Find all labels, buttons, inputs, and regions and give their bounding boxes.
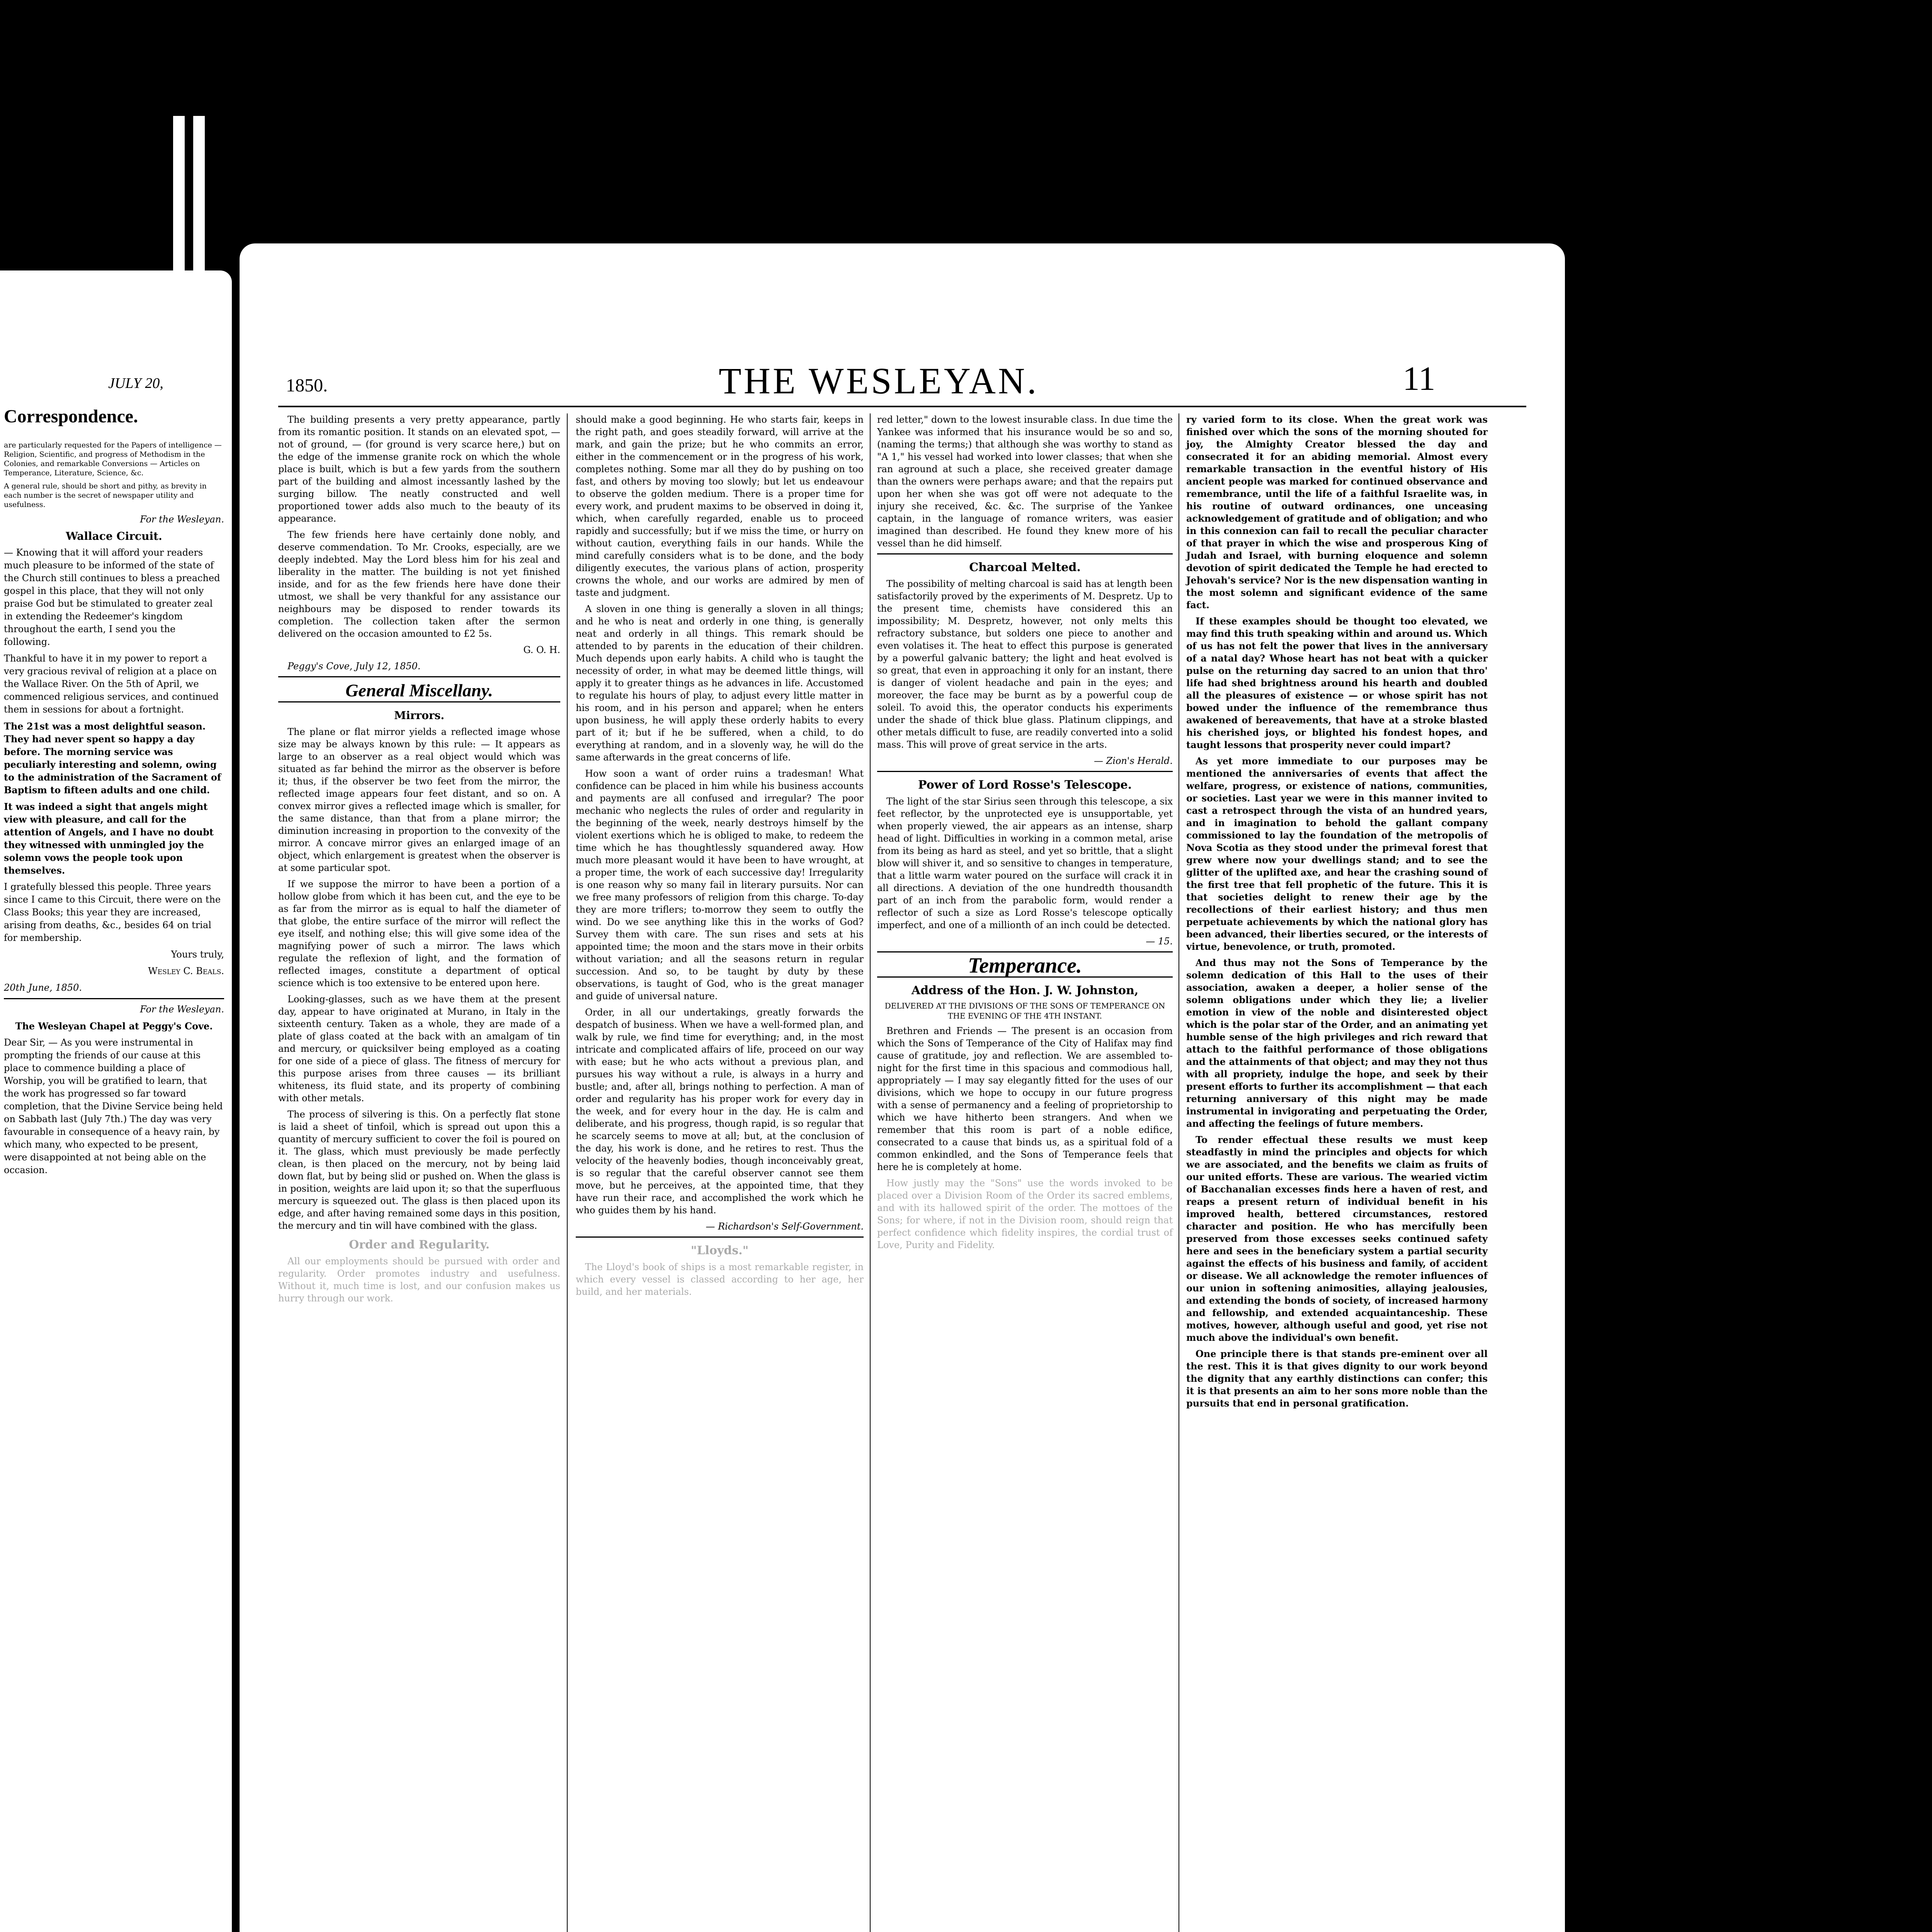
col1-paragraph-1: The building presents a very pretty appearance, partly from its romantic position. It stands on an elevated spot, — not of ground, — (for ground is very scarce here,) but on the edge of the immense granite rock on which the whole place is built, which is but a few yards from the southern part of the building and almost incessantly lashed by the surging billow. The neatly constructed and well proportioned tower adds also much to the beauty of its appearance.	[278, 414, 560, 524]
address-heading: Address of the Hon. J. W. Johnston,	[911, 984, 1139, 997]
col4-paragraph-2: If these examples should be thought too elevated, we may find this truth speaking within and around us. Which of us has not felt the power that lives in the anniversary of a natal day? Whose heart has not beat with a quicker pulse on the returning day sacred to an union that thro' life had shed brightness around his hearth and doubled all the pleasures of existence — or whose spirit has not bowed under the influence of the remembrance thus awakened of bereavements, that have at a stroke blasted his cherished joys, or blighted his fondest hopes, and taught lessons that prosperity never could impart?	[1186, 616, 1488, 750]
left-sign-off: Yours truly,	[171, 949, 224, 960]
col1-signature: G. O. H.	[523, 645, 560, 655]
mirrors-paragraph-4: The process of silvering is this. On a perfectly flat stone is laid a sheet of tinfoil, which is spread out upon this a quantity of mercury sufficient to cover the foil is poured on it. The glass, which must previously be made perfectly clean, is then placed on the mercury, not by being laid down flat, but by being slid or pushed on. When the glass is in position, weights are laid upon it; so that the superfluous mercury is squeezed out. The glass is then placed upon its edge, and after having remained some days in this position, the mercury and tin will have combined with the glass.	[278, 1109, 560, 1231]
binding-bar-top-2	[193, 116, 205, 278]
column-separator-2	[870, 413, 871, 1932]
col2-paragraph-3: How soon a want of order ruins a tradesman! What confidence can be placed in him while his business accounts and payments are all confused and irregular? The poor mechanic who neglects the rules of order and regularity in the beginning of the week, nearly destroys himself by the violent exertions which he is obliged to make, to redeem the time which he has thoughtlessly squandered away. How much more pleasant would it have been to have wrought, at a proper time, the work of each successive day! Irregularity is one reason why so many fail in literary pursuits. Nor can we free many professors of religion from this charge. To-day they are more triflers; to-morrow they seem to outfly the wind. Do we see anything like this in the works of God? Survey them with care. The sun rises and sets at his appointed time; the moon and the stars move in their orbits without variation; and all the seasons return in regular succession. And so, to be taught by duty by these observations, is taught of God, who is the great manager and guide of universal nature.	[576, 768, 864, 1002]
column-1	[278, 413, 560, 1308]
mirrors-paragraph-3: Looking-glasses, such as we have them at the present day, appear to have originated at Murano, in Italy in the sixteenth century. Taken as a whole, they are made of a plate of glass coated at the back with an amalgam of tin and mercury, or quicksilver being employed as a coating for one side of a piece of glass. The fitness of mercury for this purpose arises from three causes — its brilliant whiteness, its fluid state, and its property of combining with other metals.	[278, 994, 560, 1104]
column-4	[1186, 413, 1488, 1413]
col1-rule	[278, 676, 560, 677]
telescope-source: — 15.	[1146, 936, 1173, 947]
col1-paragraph-2: The few friends here have certainly done nobly, and deserve commendation. To Mr. Crooks, especially, are we deeply indebted. May the Lord bless him for his zeal and liberality in the matter. The building is not yet finished inside, and for as the few friends here have done their utmost, we shall be very thankful for any assistance our neighbours may be disposed to render towards its completion. The collection taken after the sermon delivered on the occasion amounted to £2 5s.	[278, 529, 560, 639]
column-separator-1	[567, 413, 568, 1932]
col2-paragraph-2: A sloven in one thing is generally a sloven in all things; and he who is neat and orderly in one thing, is generally neat and orderly in all things. This remark should be attended to by parents in the education of their children. Much depends upon early habits. A child who is taught the necessity of order, in what may be deemed little things, will apply it to greater things as he advances in life. Accustomed to regulate his hours of play, to adjust every little matter in his room, and in his person and apparel; when he enters upon business, he will apply these orderly habits to every part of it; but if he be suffered, when a child, to do everything at random, and in a slovenly way, he will do the same afterwards in the great concerns of life.	[576, 604, 864, 763]
left-circuit-text-2: Thankful to have it in my power to report a very gracious revival of religion at a place on the Wallace River. On the 5th of April, we commenced religious services, and continued them in sessions for about a fortnight.	[4, 653, 219, 715]
left-note: A general rule, should be short and pithy, as brevity in each number is the secret of newspaper utility and usefulness.	[4, 482, 207, 509]
left-date-line: 20th June, 1850.	[4, 982, 82, 993]
column-2	[576, 413, 864, 1302]
left-chapel-text: Dear Sir, — As you were instrumental in prompting the friends of our cause at this place to commence building a place of Worship, you will be gratified to learn, that the work has progressed so far toward completion, that the Divine Service being held on Sabbath last (July 7th.) The day was very favourable in consequence of a heavy rain, by which many, who expected to be present, were disappointed at not being able on the occasion.	[4, 1037, 223, 1175]
col1-dateline: Peggy's Cove, July 12, 1850.	[287, 661, 421, 672]
col3-paragraph-1: red letter," down to the lowest insurable class. In due time the Yankee was informed that his insurance would be so and so, (naming the terms;) that although she was worthy to stand as "A 1," his vessel had worked into lower classes; that when she ran aground at such a place, she received greater damage than the owners were perhaps aware; and that the repairs put upon her when she was got off were not adequate to the injury she received, &c. &c. The surprise of the Yankee captain, in the language of romance writers, was easier imagined than described. He found they knew more of his vessel than he did himself.	[877, 414, 1173, 549]
left-circuit-text-3: The 21st was a most delightful season. They had never spent so happy a day before. The morning service was peculiarly interesting and solemn, owing to the administration of the Sacrament of Baptism to fifteen adults and one child.	[4, 721, 221, 796]
order-heading: Order and Regularity.	[349, 1238, 490, 1252]
header-page-number: 11	[1403, 360, 1435, 398]
header-year: 1850.	[286, 375, 328, 396]
left-signature: Wesley C. Beals.	[148, 966, 224, 976]
left-for-line-2: For the Wesleyan.	[140, 1004, 224, 1015]
col2-source: — Richardson's Self-Government.	[706, 1221, 864, 1232]
binding-bar-top-1	[173, 116, 185, 278]
left-facing-page	[0, 270, 232, 1932]
charcoal-source: — Zion's Herald.	[1094, 755, 1173, 766]
col1-rule-2	[278, 701, 560, 702]
left-circuit-text-4: It was indeed a sight that angels might view with pleasure, and call for the attention of Angels, and I have no doubt they witnessed with unmingled joy the solemn vows the people took upon themselves.	[4, 801, 214, 876]
telescope-paragraph-1: The light of the star Sirius seen through this telescope, a six feet reflector, by the unprotected eye is unsupportable, yet when properly viewed, the air appears as an intense, sharp head of light. Difficulties in working in a common metal, arise from its being as hard as steel, and yet so brittle, that a slight blow will shiver it, and so sensitive to changes in temperature, that a little warm water poured on the surface will crack it in all directions. A deviation of the one hundredth thousandth part of an inch from the parabolic form, would render a reflector of such a size as Lord Rosse's telescope optically imperfect, and one of a millionth of an inch could be detected.	[877, 796, 1173, 930]
col2-rule	[576, 1236, 864, 1238]
address-subheading: DELIVERED AT THE DIVISIONS OF THE SONS OF TEMPERANCE ON THE EVENING OF THE 4TH INSTANT.	[884, 1001, 1165, 1020]
temperance-heading: Temperance.	[968, 954, 1082, 978]
col2-paragraph-1: should make a good beginning. He who starts fair, keeps in the right path, and goes steadily forward, will arrive at the mark, and gain the prize; but he who commits an error, either in the commencement or in the progress of his work, completes nothing. Some mar all they do by pushing on too fast, and others by moving too slowly; but let us endeavour to observe the golden medium. There is a proper time for every work, and prudent maxims to be observed in doing it, which, when carefully regarded, enable us to proceed rapidly and successfully; but if we miss the time, or hurry on without caution, everything fails in our hands. While the mind carefully considers what is to be done, and the body diligently executes, the various plans of action, prosperity crowns the whole, and our works are admired by men of taste and judgment.	[576, 414, 864, 598]
left-for-line-1: For the Wesleyan.	[140, 514, 224, 525]
col3-rule-3	[877, 951, 1173, 952]
newspaper-page	[240, 243, 1565, 1932]
col4-paragraph-5: To render effectual these results we must keep steadfastly in mind the principles and objects for which we are associated, and the benefits we claim as fruits of our united efforts. These are various. The wearied victim of Bacchanalian excesses finds here a haven of rest, and reaps a present return of individual benefit in his improved health, bettered circumstances, restored character and position. He who has mercifully been preserved from those excesses seeks continued safety here and sees in the beneficiary system a partial security against the effects of his business and family, of accident or disease. We all acknowledge the remoter influences of our union in softening animosities, allaying jealousies, and extending the bonds of society, of increased harmony and fellowship, and extended acquaintanceship. These motives, however, although useful and good, yet rise not much above the individual's own benefit.	[1186, 1134, 1488, 1343]
header-rule	[278, 406, 1526, 407]
lloyds-paragraph-1: The Lloyd's book of ships is a most remarkable register, in which every vessel is classed according to her age, her build, and her materials.	[576, 1262, 864, 1297]
left-section-heading: Correspondence.	[4, 406, 138, 427]
address-paragraph-1: Brethren and Friends — The present is an occasion from which the Sons of Temperance of the City of Halifax may find cause of gratitude, joy and reflection. We are assembled to-night for the first time in this spacious and commodious hall, appropriately — I may say elegantly fitted for the uses of our divisions, which we hope to occupy in our future progress with a sense of permanency and a feeling of proprietorship to which we have hitherto been strangers. And when we remember that this room is part of a noble edifice, consecrated to a cause that binds us, as a spiritual fold of a common enkindled, and the Sons of Temperance feels that here he is completely at home.	[877, 1026, 1173, 1172]
general-miscellany-heading: General Miscellany.	[345, 680, 493, 700]
col3-rule-2	[877, 771, 1173, 772]
mirrors-heading: Mirrors.	[394, 709, 445, 722]
address-paragraph-2: How justly may the "Sons" use the words invoked to be placed over a Division Room of the Order its sacred emblems, and with its hallowed spirit of the order. The mottoes of the Sons; for where, if not in the Division room, should reign that perfect confidence which fidelity inspires, the cordial trust of Love, Purity and Fidelity.	[877, 1178, 1173, 1250]
telescope-heading: Power of Lord Rosse's Telescope.	[918, 778, 1132, 792]
left-page-text	[4, 440, 224, 1180]
left-rule	[4, 998, 224, 999]
mirrors-paragraph-2: If we suppose the mirror to have been a portion of a hollow globe from which it has been cut, and the eye to be as far from the mirror as is equal to half the diameter of that globe, the entire surface of the mirror will reflect the eye itself, and nothing else; this will give some idea of the magnifying power of such a mirror. The laws which regulate the reflexion of light, and the formation of reflected images, constitute a department of optical science which is too extensive to be entered upon here.	[278, 879, 560, 988]
col4-paragraph-6: One principle there is that stands pre-eminent over all the rest. This it is that gives dignity to our work beyond the dignity that any earthly distinctions can confer; this it is that presents an aim to her sons more noble than the pursuits that end in personal gratification.	[1186, 1348, 1488, 1409]
col2-paragraph-4: Order, in all our undertakings, greatly forwards the despatch of business. When we have a well-formed plan, and walk by rule, we find time for everything; and, in the most intricate and complicated affairs of life, proceed on our way with ease; but he who acts without a previous plan, and pursues his way without a rule, is always in a hurry and bustle; and, after all, brings nothing to perfection. A man of order and regularity has his proper work for every day in the week, and for every hour in the day. He is calm and deliberate, and his progress, though rapid, is so regular that he scarcely seems to move at all; but, at the conclusion of the day, his work is done, and he retires to rest. Thus the velocity of the heavenly bodies, though inconceivably great, is so regular that the careful observer cannot see them move, but he perceives, at the appointed time, that they have run their race, and accomplished the work which he who guides them by his hand.	[576, 1007, 864, 1216]
col3-rule-1	[877, 553, 1173, 554]
lloyds-heading: "Lloyds."	[690, 1244, 749, 1257]
header-title: THE WESLEYAN.	[719, 360, 1039, 401]
left-circuit-text-1: — Knowing that it will afford your readers much pleasure to be informed of the state of the Church still continues to bless a preached gospel in this place, that they will not only praise God but be stimulated to greater zeal in extending the Redeemer's kingdom throughout the earth, I send you the following.	[4, 547, 220, 647]
left-circuit-heading: Wallace Circuit.	[66, 530, 162, 543]
charcoal-paragraph-1: The possibility of melting charcoal is said has at length been satisfactorily proved by the experiments of M. Despretz. Up to the present time, chemists have considered this an impossibility; M. Despretz, however, not only melts this refractory substance, but solders one piece to another and even volatises it. The heat to effect this purpose is generated by a powerful galvanic battery; the light and heat evolved is so great, that even in approaching it only for an instant, there is danger of violent headache and pain in the eyes; and moreover, the face may be burnt as by a powerful coup de soleil. To avoid this, the operator conducts his experiments under the shade of thick blue glass. Platinum clippings, and other metals difficult to fuse, are readily converted into a solid mass. This will prove of great service in the arts.	[877, 578, 1173, 750]
column-3	[877, 413, 1173, 1255]
order-paragraph-1: All our employments should be pursued with order and regularity. Order promotes industry and usefulness. Without it, much time is lost, and our confusion makes us hurry through our work.	[278, 1256, 560, 1304]
col4-paragraph-3: As yet more immediate to our purposes may be mentioned the anniversaries of events that affect the welfare, progress, or existence of nations, communities, or societies. Last year we were in this manner invited to cast a retrospect through the vista of an hundred years, and in imagination to behold the gallant company commissioned to lay the foundation of the metropolis of Nova Scotia as they stood under the primeval forest that grew where now your dwellings stand; and to see the glitter of the uplifted axe, and hear the crashing sound of the first tree that fell prophetic of the future. This it is that societies delight to renew their age by the recollections of their earliest history; and thus men perpetuate achievements by which the national glory has been advanced, their liberties secured, or the interests of virtue, benevolence, or truth, promoted.	[1186, 755, 1488, 952]
left-chapel-heading: The Wesleyan Chapel at Peggy's Cove.	[15, 1020, 213, 1032]
mirrors-paragraph-1: The plane or flat mirror yields a reflected image whose size may be always known by this rule: — It appears as large to an observer as a real object would which was situated as far behind the mirror as the observer is before it; thus, if the observer be two feet from the mirror, the reflected image appears four feet distant, and so on. A convex mirror gives a reflected image which is smaller, for the same distance, than that from a plane mirror; the diminution increasing in proportion to the convexity of the mirror. A concave mirror gives an enlarged image of an object, which enlargement is greatest when the observer is at some particular spot.	[278, 726, 560, 873]
left-circuit-text-5: I gratefully blessed this people. Three years since I came to this Circuit, there were on the Class Books; this year they are increased, arising from deaths, &c., besides 64 on trial for membership.	[4, 881, 221, 943]
left-running-head: JULY 20,	[108, 375, 163, 391]
col4-paragraph-4: And thus may not the Sons of Temperance by the solemn dedication of this Hall to the uses of their association, awaken a deeper, a holier sense of the solemn obligations under which they lie; a livelier emotion in view of the noble and disinterested object which is the polar star of the Order, and an animating yet humble sense of the high privileges and rich reward that attach to the faithful performance of those obligations and the attainments of that object; and may they not thus with all propriety, indulge the hope, and seek by their present efforts to further its accomplishment — that each returning anniversary of this night may be made instrumental in invigorating and perpetuating the Order, and affecting the feelings of future members.	[1186, 957, 1488, 1129]
charcoal-heading: Charcoal Melted.	[969, 561, 1081, 574]
left-intro: are particularly requested for the Papers of intelligence — Religion, Scientific, and progress of Methodism in the Colonies, and remarkable Conversions — Articles on Temperance, Literature, Science, &c.	[4, 441, 222, 477]
col4-paragraph-1: ry varied form to its close. When the great work was finished over which the sons of the morning shouted for joy, the Almighty Creator blessed the day and consecrated it for an abiding memorial. Almost every remarkable transaction in the eventful history of His ancient people was marked for continued observance and remembrance, until the life of a faithful Israelite was, in his routine of outward ordinances, one unceasing acknowledgement of gratitude and of obligation; and who in this connexion can fail to recall the peculiar character of that prayer in which the wise and prosperous King of Judah and Israel, with burning eloquence and solemn devotion of spirit dedicated the Temple he had erected to Jehovah's service? Nor is the new dispensation wanting in the most solemn and significant evidence of the same fact.	[1186, 414, 1488, 611]
